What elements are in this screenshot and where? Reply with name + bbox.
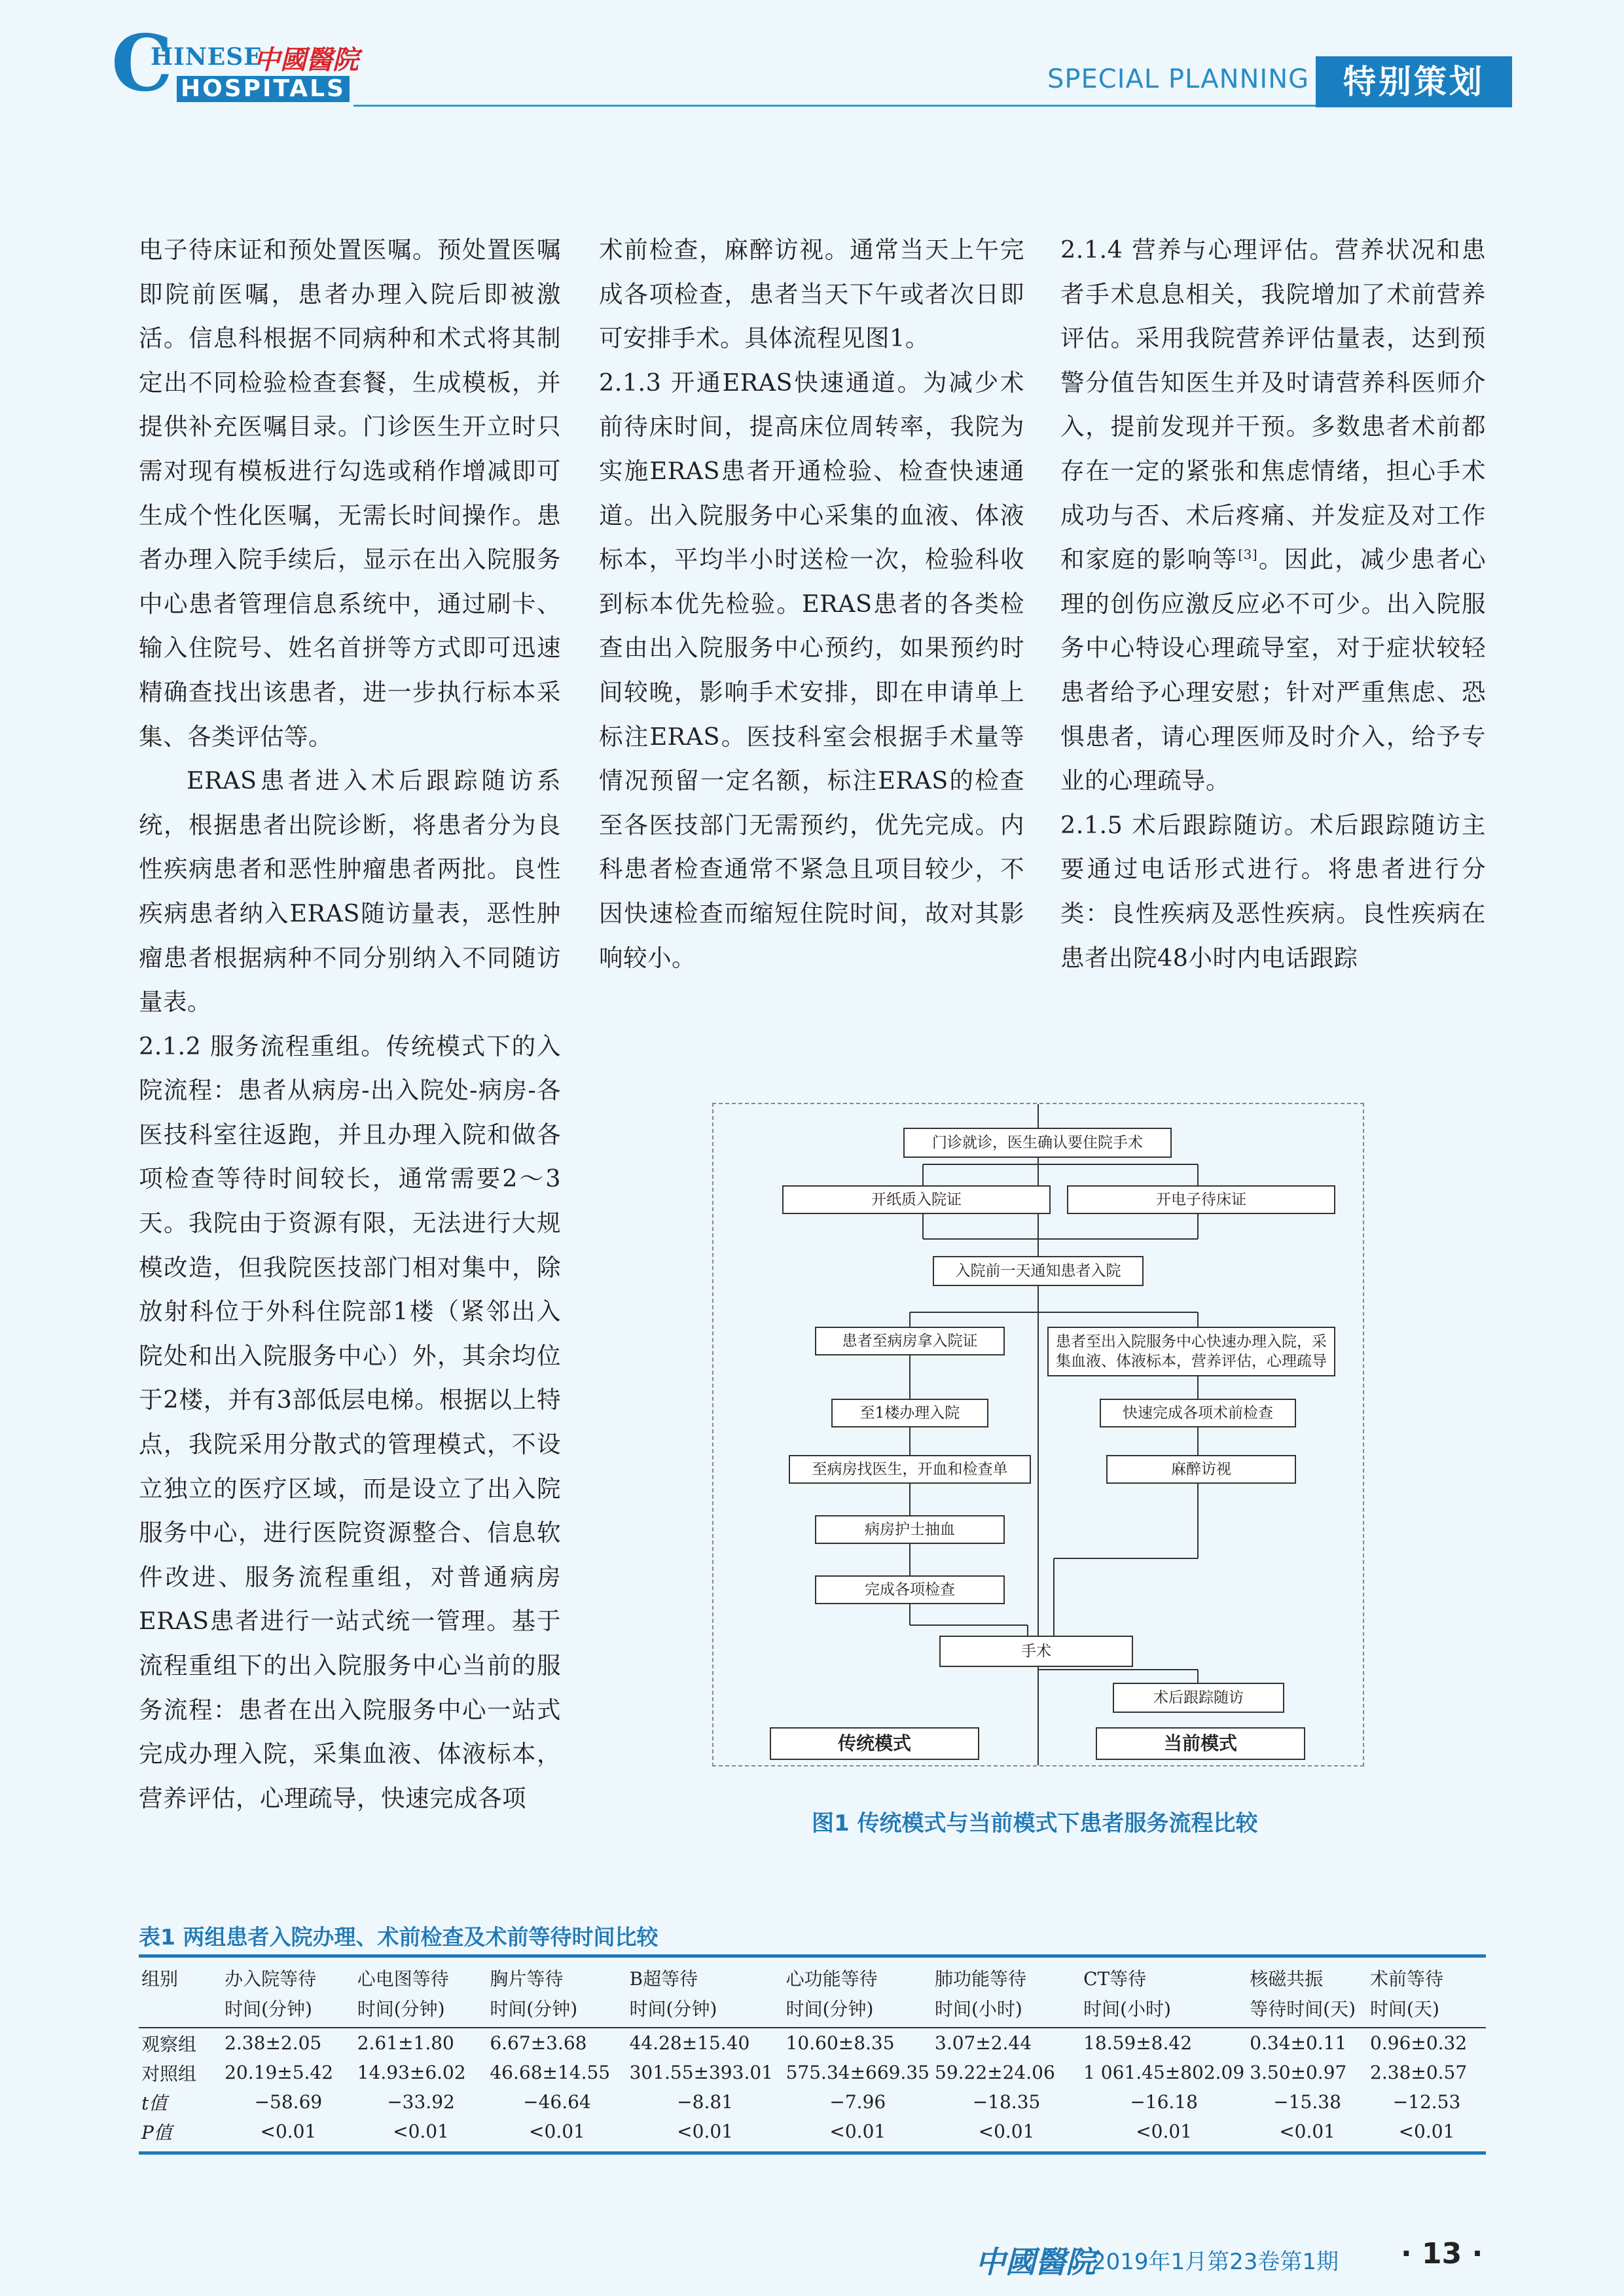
table-cell: 0.96±0.32 [1370,2032,1468,2054]
node-paper-cert: 开纸质入院证 [782,1185,1051,1214]
table-cell: <0.01 [355,2117,488,2153]
table-cell: 44.28±15.40 [629,2032,750,2054]
logo-text-hinese: HINESE [151,43,262,71]
node-surgery: 手术 [939,1636,1133,1667]
table-cell: 20.19±5.42 [225,2062,334,2083]
table-cell: −58.69 [254,2091,323,2113]
col-header: 肺功能等待 [932,1956,1081,1994]
table-cell: <0.01 [1367,2117,1486,2153]
table-cell: 10.60±8.35 [785,2032,895,2054]
table-row [139,2058,1486,2087]
logo-text-chinese: 中國醫院 [254,45,359,75]
table-cell: <0.01 [1081,2117,1247,2153]
table-cell: −8.81 [677,2091,733,2113]
table-cell: −18.35 [972,2091,1041,2113]
figure-caption: 图1 传统模式与当前模式下患者服务流程比较 [812,1810,1258,1837]
table-header-row [139,1993,1486,2028]
table-cell: t值 [141,2092,168,2114]
table-cell: 0.34±0.11 [1250,2032,1347,2054]
table-cell: −12.53 [1392,2091,1461,2113]
col-header: 时间(小时) [1081,1993,1247,2028]
label-traditional-mode: 传统模式 [770,1727,979,1760]
table-cell: P值 [139,2117,222,2153]
paragraph: 2.1.2 服务流程重组。传统模式下的入院流程：患者从病房-出入院处-病房-各医技科室往返跑，并且办理入院和做各项检查等待时间较长，通常需要2～3天。我院由于资源有限，无法进行大规模改造，但我院医技部门相对集中，除放射科位于外科住院部1楼（紧邻出入院处和出入院服务中心）外，其余均位于2楼，并有3部低层电梯。根据以上特点，我院采用分散式的管理模式，不设立独立的医疗区域，而是设立了出入院服务中心，进行医院资源整合、信息软件改进、服务流程重组，对普通病房ERAS患者进行一站式统一管理。基于流程重组下的出入院服务中心当前的服务流程：患者在出入院服务中心一站式完成办理入院，采集血液、体液标本，营养评估，心理疏导，快速完成各项 [139,1031,561,1812]
table-cell: −33.92 [387,2091,455,2113]
table-row [139,2117,1486,2153]
col-header: CT等待 [1081,1956,1247,1994]
paragraph-part: 2.1.4 营养与心理评估。营养状况和患者手术息息相关，我院增加了术前营养评估。采用我院营养评估量表，达到预警分值告知医生并及时请营养科医师介入，提前发现并干预。多数患者术前都存在一定的紧张和焦虑情绪，担心手术成功与否、术后疼痛、并发症及对工作和家庭的影响等 [1060,236,1486,574]
node-floor1: 至1楼办理入院 [831,1399,988,1427]
node-anesthesia: 麻醉访视 [1106,1455,1296,1484]
node-find-doctor: 至病房找医生，开血和检查单 [789,1455,1031,1484]
table-row [139,2087,1486,2117]
citation: [3] [1238,547,1258,562]
col-header: B超等待 [627,1956,784,1994]
col-header: 办入院等待 [222,1956,355,1994]
col-header: 等待时间(天) [1247,1993,1367,2028]
section-title-en: SPECIAL PLANNING [1047,64,1310,94]
table-cell: 2.38±0.57 [1370,2062,1468,2083]
paragraph: 电子待床证和预处置医嘱。预处置医嘱即院前医嘱，患者办理入院后即被激活。信息科根据不同病种和术式将其制定出不同检验检查套餐，生成模板，并提供补充医嘱目录。门诊医生开立时只需对现有模板进行勾选或稍作增减即可生成个性化医嘱，无需长时间操作。患者办理入院手续后，显示在出入院服务中心患者管理信息系统中，通过刷卡、输入住院号、姓名首拼等方式即可迅速精确查找出该患者，进一步执行标本采集、各类评估等。 [139,236,561,751]
table-cell: <0.01 [222,2117,355,2153]
table-cell: −16.18 [1130,2091,1198,2113]
col-header: 核磁共振 [1247,1956,1367,1994]
table-cell: <0.01 [1247,2117,1367,2153]
text-column-2 [599,228,1024,980]
table-cell: 3.50±0.97 [1250,2062,1347,2083]
table-cell: <0.01 [487,2117,626,2153]
col-header: 时间(分钟) [784,1993,932,2028]
text-column-3 [1060,228,1486,980]
section-title-cn: 特别策划 [1316,56,1512,107]
col-header: 术前等待 [1367,1956,1486,1994]
table-cell: 观察组 [141,2033,197,2055]
node-notify: 入院前一天通知患者入院 [933,1256,1144,1286]
col-header: 时间(小时) [932,1993,1081,2028]
paragraph: ERAS患者进入术后跟踪随访系统，根据患者出院诊断，将患者分为良性疾病患者和恶性肿瘤患者两批。良性疾病患者纳入ERAS随访量表，恶性肿瘤患者根据病种不同分别纳入不同随访量表。 [139,766,561,1016]
table-cell: 2.38±2.05 [225,2032,322,2054]
col-header: 组别 [139,1956,222,1994]
paragraph [1060,228,1486,803]
table-cell: <0.01 [932,2117,1081,2153]
table-header-row [139,1956,1486,1994]
col-header [139,1993,222,2028]
paragraph: 2.1.3 开通ERAS快速通道。为减少术前待床时间，提高床位周转率，我院为实施ERAS患者开通检验、检查快速通道。出入院服务中心采集的血液、体液标本，平均半小时送检一次，检验科收到标本优先检验。ERAS患者的各类检查由出入院服务中心预约，如果预约时间较晚，影响手术安排，即在申请单上标注ERAS。医技科室会根据手术量等情况预留一定名额，标注ERAS的检查至各医技部门无需预约，优先完成。内科患者检查通常不紧急且项目较少，不因快速检查而缩短住院时间，故对其影响较小。 [599,368,1024,972]
logo-letter-c: C [111,18,173,109]
footer-issue: 2019年1月第23卷第1期 [1092,2249,1339,2275]
col-header: 心功能等待 [784,1956,932,1994]
table-cell: 1 061.45±802.09 [1083,2062,1245,2083]
table-cell: 46.68±14.55 [490,2062,611,2083]
table-cell: <0.01 [784,2117,932,2153]
journal-logo [111,18,360,109]
col-header: 时间(分钟) [222,1993,355,2028]
table-cell: 14.93±6.02 [357,2062,466,2083]
table-cell: −7.96 [829,2091,886,2113]
paragraph: 2.1.5 术后跟踪随访。术后跟踪随访主要通过电话形式进行。将患者进行分类：良性疾病及恶性疾病。良性疾病在患者出院48小时内电话跟踪 [1060,810,1486,972]
col-header: 时间(分钟) [627,1993,784,2028]
col-header: 时间(分钟) [487,1993,626,2028]
node-center: 患者至出入院服务中心快速办理入院，采集血液、体液标本，营养评估，心理疏导 [1047,1327,1335,1376]
paragraph-part: 。因此，减少患者心理的创伤应激反应必不可少。出入院服务中心特设心理疏导室，对于症状较轻患者给予心理安慰；针对严重焦虑、恐惧患者，请心理医师及时介入，给予专业的心理疏导。 [1060,545,1487,795]
col-header: 心电图等待 [355,1956,488,1994]
page-number: · 13 · [1401,2237,1483,2270]
node-followup: 术后跟踪随访 [1113,1683,1284,1713]
table-cell: <0.01 [627,2117,784,2153]
col-header: 时间(分钟) [355,1993,488,2028]
node-finish-check: 完成各项检查 [815,1575,1005,1604]
col-header: 胸片等待 [487,1956,626,1994]
text-column-1 [139,228,561,1820]
header-rule [353,105,1316,107]
node-e-cert: 开电子待床证 [1067,1185,1335,1214]
col-header: 时间(天) [1367,1993,1486,2028]
table-cell: −15.38 [1273,2091,1341,2113]
table-row [139,2028,1486,2058]
logo-text-hospitals: HOSPITALS [177,76,350,102]
table-cell: 301.55±393.01 [629,2062,773,2083]
paragraph: 术前检查，麻醉访视。通常当天上午完成各项检查，患者当天下午或者次日即可安排手术。具体流程见图1。 [599,236,1024,353]
node-fast-check: 快速完成各项术前检查 [1100,1399,1296,1427]
node-to-ward: 患者至病房拿入院证 [815,1327,1005,1355]
table-cell: 3.07±2.44 [935,2032,1032,2054]
table-cell: 6.67±3.68 [490,2032,587,2054]
table-cell: 对照组 [141,2062,197,2085]
data-table [139,1954,1486,2155]
label-current-mode: 当前模式 [1096,1727,1305,1760]
footer-journal-name: 中國醫院 [975,2244,1096,2280]
table-cell: 2.61±1.80 [357,2032,454,2054]
table-title: 表1 两组患者入院办理、术前检查及术前等待时间比较 [139,1924,659,1950]
table-cell: 575.34±669.35 [785,2062,929,2083]
table-cell: 18.59±8.42 [1083,2032,1193,2054]
node-outpatient: 门诊就诊，医生确认要住院手术 [903,1128,1172,1158]
table-cell: −46.64 [523,2091,591,2113]
node-nurse-blood: 病房护士抽血 [815,1515,1005,1544]
table-cell: 59.22±24.06 [935,2062,1055,2083]
flowchart-figure [712,1103,1364,1767]
